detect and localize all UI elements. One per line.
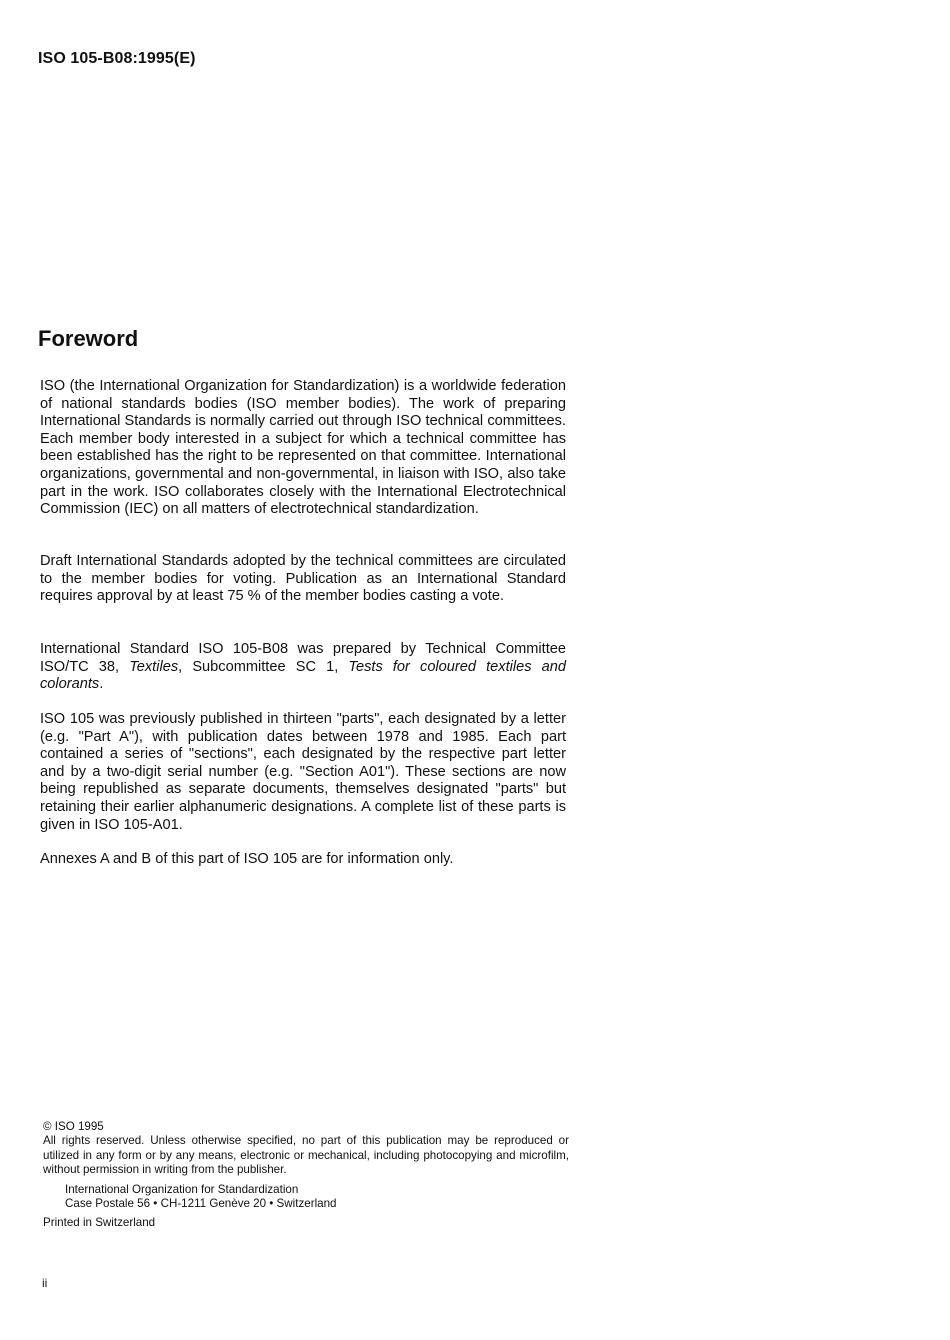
page-number: ii [42,1276,48,1290]
copyright-block [43,1120,569,1231]
paragraph-3-text-b: , Subcommittee SC 1, [178,658,349,675]
publisher-address [65,1183,569,1212]
paragraph-3-text-c: . [99,676,104,693]
rights-statement: All rights reserved. Unless otherwise specified, no part of this publication may be reproduced or utilized in any form or by any means, electronic or mechanical, including photocopying and microfilm, without permission in writing from the publisher. [43,1134,569,1177]
committee-name-italic: Textiles [129,658,179,675]
copyright-line: © ISO 1995 [43,1120,104,1133]
printed-location: Printed in Switzerland [43,1216,156,1230]
foreword-paragraph-3 [40,641,566,694]
document-id-header: ISO 105-B08:1995(E) [38,50,196,67]
subcommittee-name-italic: Tests for coloured textiles and colorants [40,658,567,693]
paragraph-3-text-a: International Standard ISO 105-B08 was prepared by Technical Committee ISO/TC 38, [40,641,566,675]
foreword-paragraph-4: ISO 105 was previously published in thirteen "parts", each designated by a letter (e.g. "Part A"), with publication dates between 1978 and 1985. Each part contained a series of "sections", each designated by the respective part letter and by a two-digit serial number (e.g. "Section A01"). These sections are now being republished as separate documents, themselves designated "parts" but retaining their earlier alphanumeric designations. A complete list of these parts is given in ISO 105-A01. [40,711,566,833]
publisher-name: International Organization for Standardization [65,1182,299,1196]
foreword-paragraph-5: Annexes A and B of this part of ISO 105 are for information only. [40,851,454,867]
foreword-paragraph-1: ISO (the International Organization for Standardization) is a worldwide federation of national standards bodies (ISO member bodies). The work of preparing International Standards is normally carried out through ISO technical committees. Each member body interested in a subject for which a technical committee has been established has the right to be represented on that committee. International organizations, governmental and non-governmental, in liaison with ISO, also take part in the work. ISO collaborates closely with the International Electrotechnical Commission (IEC) on all matters of electrotechnical standardization. [40,378,566,518]
publisher-postal-address: Case Postale 56 • CH-1211 Genève 20 • Switzerland [65,1197,337,1211]
foreword-paragraph-2: Draft International Standards adopted by the technical committees are circulated to the member bodies for voting. Publication as an International Standard requires approval by at least 75 % of the member bodies casting a vote. [40,553,566,605]
foreword-title: Foreword [38,326,139,351]
